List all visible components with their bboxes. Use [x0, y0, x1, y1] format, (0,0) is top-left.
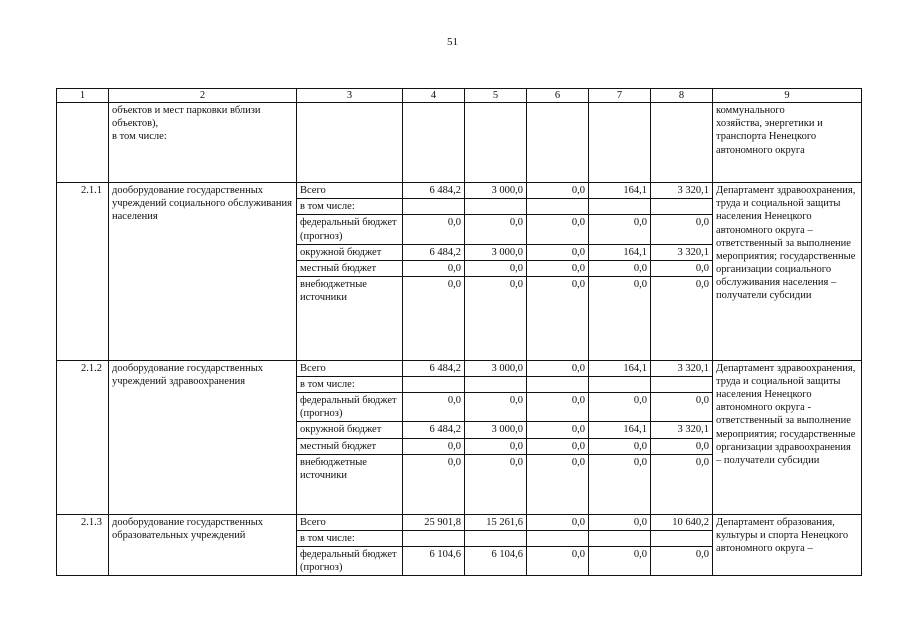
amount-cell: 3 000,0: [465, 183, 527, 199]
amount-cell: 3 320,1: [651, 360, 713, 376]
amount-cell: [403, 199, 465, 215]
amount-cell: 0,0: [403, 215, 465, 244]
header-row: [57, 89, 862, 103]
amount-cell: 0,0: [651, 260, 713, 276]
continuation-line: коммунального: [716, 105, 785, 117]
amount-cell: 0,0: [403, 393, 465, 422]
item-name: дооборудование государственных учреждений социального обслуживания населения: [109, 183, 297, 361]
amount-cell: 0,0: [527, 244, 589, 260]
amount-cell: [527, 530, 589, 546]
amount-cell: 10 640,2: [651, 514, 713, 530]
executor: Департамент здравоохранения, труда и социальной защиты населения Ненецкого автономного округа - ответственный за выполнение мероприятия; государственные организации здравоохранения – получатели субсидии: [713, 360, 862, 514]
amount-cell: 0,0: [403, 276, 465, 360]
header-cell: 4: [403, 89, 465, 103]
amount-cell: 164,1: [589, 244, 651, 260]
funding-source: окружной бюджет: [297, 244, 403, 260]
amount-cell: 0,0: [589, 438, 651, 454]
continuation-line: объектов),: [112, 118, 159, 130]
amount-cell: 0,0: [651, 276, 713, 360]
amount-cell: 6 104,6: [465, 546, 527, 575]
continuation-code-cell: [57, 103, 109, 183]
amount-cell: 0,0: [651, 454, 713, 514]
funding-source: федеральный бюджет (прогноз): [297, 546, 403, 575]
amount-cell: 0,0: [527, 546, 589, 575]
funding-source: окружной бюджет: [297, 422, 403, 438]
amount-cell: 0,0: [589, 454, 651, 514]
amount-cell: [589, 530, 651, 546]
amount-cell: [465, 530, 527, 546]
funding-source: Всего: [297, 514, 403, 530]
item-name: дооборудование государственных образовательных учреждений: [109, 514, 297, 576]
continuation-row: [57, 103, 862, 183]
amount-cell: [651, 377, 713, 393]
amount-cell: 6 484,2: [403, 183, 465, 199]
amount-cell: 6 484,2: [403, 422, 465, 438]
amount-cell: 0,0: [465, 215, 527, 244]
continuation-line: автономного округа: [716, 144, 805, 156]
amount-cell: 3 000,0: [465, 244, 527, 260]
funding-source: в том числе:: [297, 377, 403, 393]
funding-source: местный бюджет: [297, 438, 403, 454]
funding-row: [57, 360, 862, 376]
empty-cell: [297, 103, 403, 183]
amount-cell: 3 320,1: [651, 244, 713, 260]
amount-cell: 0,0: [589, 215, 651, 244]
item-name: дооборудование государственных учреждений здравоохранения: [109, 360, 297, 514]
page-number: 51: [447, 36, 458, 48]
amount-cell: 0,0: [527, 183, 589, 199]
amount-cell: 0,0: [651, 438, 713, 454]
amount-cell: [651, 199, 713, 215]
empty-cell: [403, 103, 465, 183]
amount-cell: 0,0: [527, 260, 589, 276]
amount-cell: 6 484,2: [403, 244, 465, 260]
amount-cell: 0,0: [589, 276, 651, 360]
empty-cell: [465, 103, 527, 183]
continuation-line: в том числе:: [112, 131, 167, 143]
item-code: 2.1.3: [57, 514, 109, 576]
amount-cell: 0,0: [651, 393, 713, 422]
executor: Департамент здравоохранения, труда и социальной защиты населения Ненецкого автономного округа – ответственный за выполнение мероприятия; государственные организации социального обслуживания населения – получатели субсидии: [713, 183, 862, 361]
amount-cell: 0,0: [403, 260, 465, 276]
amount-cell: 6 104,6: [403, 546, 465, 575]
amount-cell: 164,1: [589, 183, 651, 199]
continuation-name-cell: [109, 103, 297, 183]
header-cell: 5: [465, 89, 527, 103]
amount-cell: 0,0: [403, 454, 465, 514]
amount-cell: 0,0: [651, 546, 713, 575]
funding-source: местный бюджет: [297, 260, 403, 276]
header-cell: 8: [651, 89, 713, 103]
amount-cell: 3 000,0: [465, 422, 527, 438]
amount-cell: 0,0: [589, 393, 651, 422]
continuation-executor-cell: [713, 103, 862, 183]
amount-cell: [403, 530, 465, 546]
amount-cell: [403, 377, 465, 393]
amount-cell: [589, 377, 651, 393]
amount-cell: [527, 377, 589, 393]
amount-cell: [465, 377, 527, 393]
amount-cell: 0,0: [589, 546, 651, 575]
amount-cell: 0,0: [465, 276, 527, 360]
header-cell: 7: [589, 89, 651, 103]
amount-cell: 0,0: [527, 360, 589, 376]
funding-source: федеральный бюджет (прогноз): [297, 393, 403, 422]
amount-cell: [589, 199, 651, 215]
header-cell: 2: [109, 89, 297, 103]
amount-cell: [527, 199, 589, 215]
funding-source: внебюджетные источники: [297, 276, 403, 360]
empty-cell: [651, 103, 713, 183]
funding-source: Всего: [297, 360, 403, 376]
amount-cell: 0,0: [589, 260, 651, 276]
empty-cell: [527, 103, 589, 183]
empty-cell: [589, 103, 651, 183]
amount-cell: 3 000,0: [465, 360, 527, 376]
amount-cell: 0,0: [465, 454, 527, 514]
header-cell: 6: [527, 89, 589, 103]
amount-cell: 0,0: [527, 215, 589, 244]
amount-cell: 164,1: [589, 422, 651, 438]
amount-cell: 0,0: [527, 276, 589, 360]
amount-cell: 0,0: [527, 454, 589, 514]
funding-row: [57, 514, 862, 530]
continuation-line: хозяйства, энергетики и: [716, 118, 823, 130]
header-cell: 1: [57, 89, 109, 103]
amount-cell: 0,0: [465, 260, 527, 276]
amount-cell: 0,0: [527, 514, 589, 530]
amount-cell: 0,0: [527, 422, 589, 438]
amount-cell: 6 484,2: [403, 360, 465, 376]
amount-cell: 0,0: [527, 393, 589, 422]
funding-source: Всего: [297, 183, 403, 199]
funding-source: федеральный бюджет (прогноз): [297, 215, 403, 244]
amount-cell: 0,0: [465, 438, 527, 454]
amount-cell: 15 261,6: [465, 514, 527, 530]
continuation-line: транспорта Ненецкого: [716, 131, 817, 143]
amount-cell: 0,0: [527, 438, 589, 454]
amount-cell: 0,0: [403, 438, 465, 454]
amount-cell: 3 320,1: [651, 183, 713, 199]
amount-cell: 25 901,8: [403, 514, 465, 530]
funding-source: внебюджетные источники: [297, 454, 403, 514]
item-code: 2.1.2: [57, 360, 109, 514]
header-cell: 3: [297, 89, 403, 103]
amount-cell: 0,0: [465, 393, 527, 422]
amount-cell: [465, 199, 527, 215]
amount-cell: [651, 530, 713, 546]
funding-row: [57, 183, 862, 199]
funding-source: в том числе:: [297, 199, 403, 215]
executor: Департамент образования, культуры и спорта Ненецкого автономного округа –: [713, 514, 862, 576]
amount-cell: 164,1: [589, 360, 651, 376]
amount-cell: 0,0: [589, 514, 651, 530]
amount-cell: 0,0: [651, 215, 713, 244]
continuation-line: объектов и мест парковки вблизи: [112, 105, 261, 117]
amount-cell: 3 320,1: [651, 422, 713, 438]
header-cell: 9: [713, 89, 862, 103]
funding-source: в том числе:: [297, 530, 403, 546]
budget-table: [56, 88, 862, 576]
item-code: 2.1.1: [57, 183, 109, 361]
